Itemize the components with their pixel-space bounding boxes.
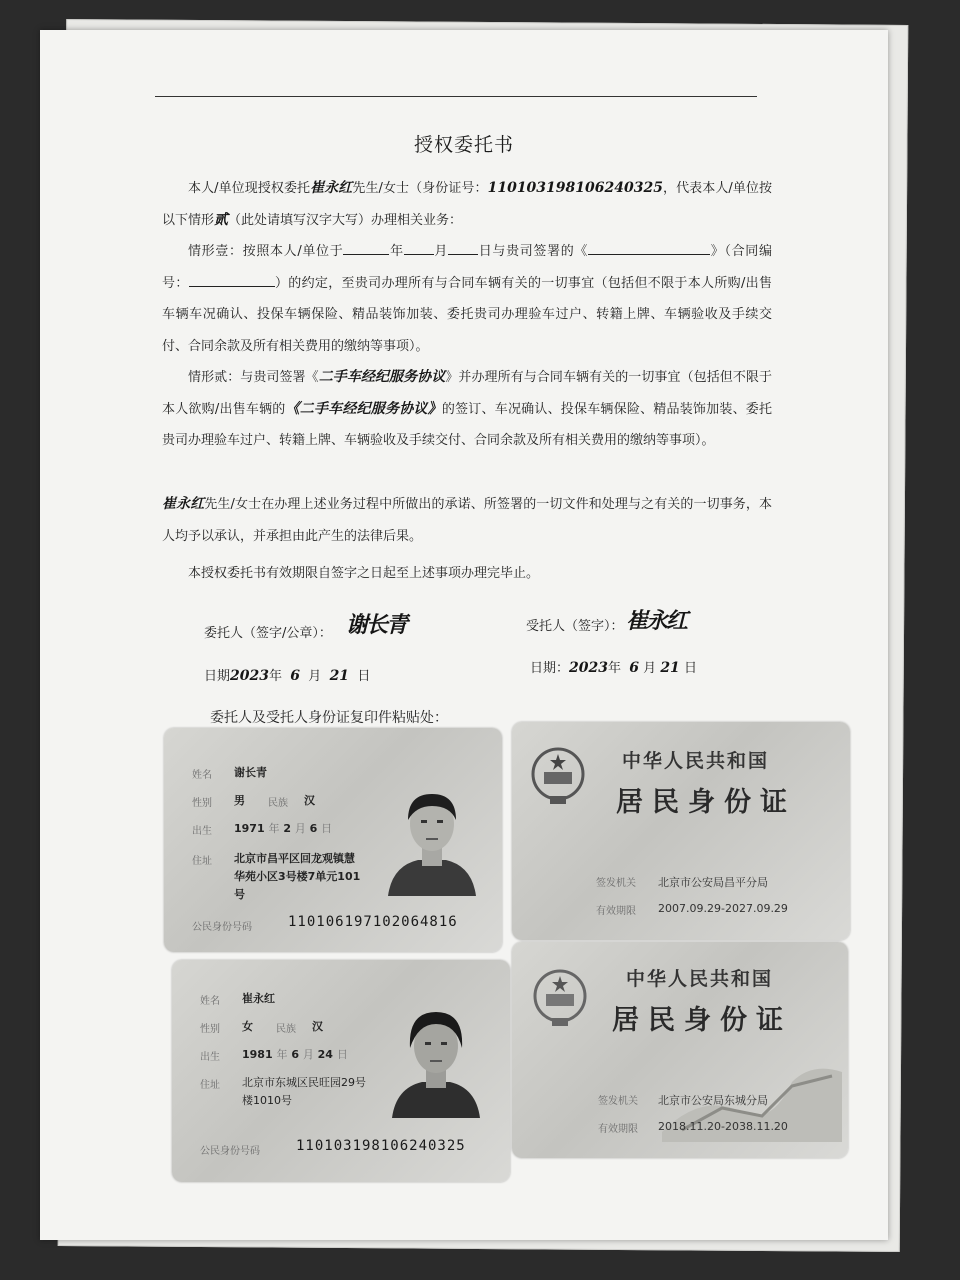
text: 月: [302, 1048, 314, 1061]
text: 情形贰：与贵司签署《: [188, 370, 319, 385]
text: 日: [336, 1048, 348, 1061]
text: 日: [321, 822, 333, 835]
paragraph-case-two: [162, 362, 772, 457]
portrait-photo: [378, 768, 486, 896]
text: 年: [276, 1048, 288, 1061]
birth-label: 出生: [200, 1052, 220, 1063]
id-back-title: 中华人民共和国: [622, 750, 770, 772]
date-label: 日期：: [530, 661, 570, 676]
paragraph-authorization: [162, 173, 772, 236]
principal-signature-label: 委托人（签字/公章）：: [204, 626, 332, 641]
blank-year: [343, 242, 389, 255]
address-line: 华苑小区3号楼7单元101: [234, 870, 361, 883]
ethnic-value: 汉: [304, 794, 315, 807]
sex-value: 女: [242, 1020, 253, 1033]
id-number-label: 公民身份号码: [200, 1146, 260, 1157]
paragraph-acknowledgement: [162, 489, 772, 552]
birth-month: 2: [283, 822, 291, 835]
paragraph-validity: 本授权委托书有效期限自签字之日起至上述事项办理完毕止。: [188, 566, 540, 581]
handwritten-day: 21: [329, 668, 350, 684]
handwritten-year: 2023: [230, 668, 269, 684]
text: 》: [710, 244, 725, 259]
text: 月: [433, 244, 449, 259]
birth-year: 1971: [234, 822, 265, 835]
blank-contract-name: [588, 242, 710, 255]
text: 本人/单位现授权委托: [188, 181, 311, 196]
name-value: 谢长青: [234, 766, 267, 779]
blank-day: [448, 242, 478, 255]
text: 年: [268, 669, 282, 684]
name-label: 姓名: [200, 996, 220, 1007]
sex-value: 男: [234, 794, 245, 807]
text: 年: [607, 661, 621, 676]
id-paste-label: 委托人及受托人身份证复印件粘贴处：: [210, 710, 448, 726]
text: 月: [294, 822, 306, 835]
handwritten-day: 21: [660, 660, 680, 676]
handwritten-case-number: 贰: [214, 211, 229, 228]
handwritten-agent-name: 崔永红: [310, 180, 353, 196]
name-value: 崔永红: [242, 992, 275, 1005]
handwritten-agent-name: 崔永红: [162, 496, 205, 512]
address-line: 北京市东城区民旺园29号: [242, 1076, 366, 1089]
validity-value: 2018.11.20-2038.11.20: [658, 1120, 788, 1133]
national-emblem-icon: [530, 746, 586, 806]
id-back-subtitle: 居民身份证: [616, 787, 796, 818]
ethnic-label: 民族: [276, 1024, 296, 1035]
birth-day: 6: [309, 822, 318, 835]
agent-date: [530, 657, 697, 676]
sex-label: 性别: [200, 1024, 220, 1035]
paragraph-case-one: [162, 236, 772, 362]
text: 月: [308, 669, 322, 684]
text: 日与贵司签署的《: [478, 244, 589, 259]
text: 年: [389, 244, 404, 259]
id-card-front: [164, 728, 502, 952]
id-number-label: 公民身份号码: [192, 922, 252, 933]
handwritten-contract-name-2: 《二手车经纪服务协议》: [285, 400, 442, 417]
address-label: 住址: [192, 856, 212, 867]
address-line: 楼1010号: [242, 1094, 292, 1107]
id-card-back: [512, 942, 848, 1158]
issuer-label: 签发机关: [598, 1096, 638, 1107]
agent-signature-label: 受托人（签字）：: [526, 619, 624, 634]
text: 先生/女士在办理上述业务过程中所做出的承诺、所签署的一切文件和处理与之有关的一切事务，本人均予以承认，并承担由此产生的法律后果。: [162, 497, 773, 544]
birth-year: 1981: [242, 1048, 273, 1061]
id-card-back: [512, 722, 850, 940]
text: 月: [643, 661, 657, 676]
text: 》并办理所有与合同车辆有关的一切事宜（包括但不限于本人欲购/出售车辆的: [162, 370, 772, 417]
id-back-subtitle: 居民身份证: [612, 1005, 792, 1036]
date-label: 日期: [204, 669, 231, 684]
id-back-title: 中华人民共和国: [626, 968, 774, 990]
id-card-front: [172, 960, 510, 1182]
handwritten-contract-name: 二手车经纪服务协议: [318, 369, 446, 385]
blank-contract-number: [189, 274, 275, 287]
text: 年: [268, 822, 280, 835]
text: ，代表本人/单位按以下情形: [162, 181, 772, 228]
id-number: 110106197102064816: [288, 914, 458, 930]
principal-date: [204, 665, 370, 684]
national-emblem-icon: [532, 968, 588, 1028]
ethnic-label: 民族: [268, 798, 288, 809]
validity-label: 有效期限: [598, 1124, 638, 1135]
text: 情形壹：按照本人/单位于: [188, 244, 344, 259]
text: ）的约定，至贵司办理所有与合同车辆有关的一切事宜（包括但不限于本人所购/出售车辆车况确认、投保车辆保险、精品装饰加装、委托贵司办理验车过户、转籍上牌、车辆验收及手续交付、合同余款及所有相关费用的缴纳等事项）。: [162, 275, 772, 354]
address-line: 北京市昌平区回龙观镇慧: [234, 852, 355, 865]
text: 的签订、车况确认、投保车辆保险、精品装饰加装、委托贵司办理验车过户、转籍上牌、车辆验收及手续交付、合同余款及所有相关费用的缴纳等事项）。: [162, 401, 772, 448]
handwritten-month: 6: [290, 668, 301, 684]
id-number: 110103198106240325: [296, 1138, 466, 1154]
validity-value: 2007.09.29-2027.09.29: [658, 902, 788, 915]
text: 先生/女士（身份证号：: [352, 181, 488, 196]
header-rule: [155, 96, 757, 97]
authorization-letter-page: [40, 30, 888, 1240]
issuer-label: 签发机关: [596, 878, 636, 889]
ethnic-value: 汉: [312, 1020, 323, 1033]
birth-day: 24: [317, 1048, 333, 1061]
text: 日: [683, 661, 697, 676]
handwritten-month: 6: [629, 660, 640, 676]
issuer-value: 北京市公安局昌平分局: [658, 876, 768, 889]
portrait-photo: [382, 990, 490, 1118]
birth-label: 出生: [192, 826, 212, 837]
birth-month: 6: [291, 1048, 299, 1061]
document-title: 授权委托书: [413, 134, 514, 156]
sex-label: 性别: [192, 798, 212, 809]
handwritten-year: 2023: [569, 660, 608, 676]
blank-month: [404, 242, 434, 255]
issuer-value: 北京市公安局东城分局: [658, 1094, 768, 1107]
handwritten-id-number: 110103198106240325: [487, 180, 663, 196]
address-label: 住址: [200, 1080, 220, 1091]
birth-value: [242, 1046, 348, 1062]
name-label: 姓名: [192, 770, 212, 781]
validity-label: 有效期限: [596, 906, 636, 917]
text: 日: [357, 669, 371, 684]
birth-value: [234, 820, 332, 836]
agent-signature: 崔永红: [626, 608, 687, 634]
text: （此处请填写汉字大写）办理相关业务：: [228, 212, 463, 228]
principal-signature: 谢长青: [346, 612, 407, 638]
address-line: 号: [234, 888, 245, 901]
text: （合同编号：: [162, 244, 772, 291]
